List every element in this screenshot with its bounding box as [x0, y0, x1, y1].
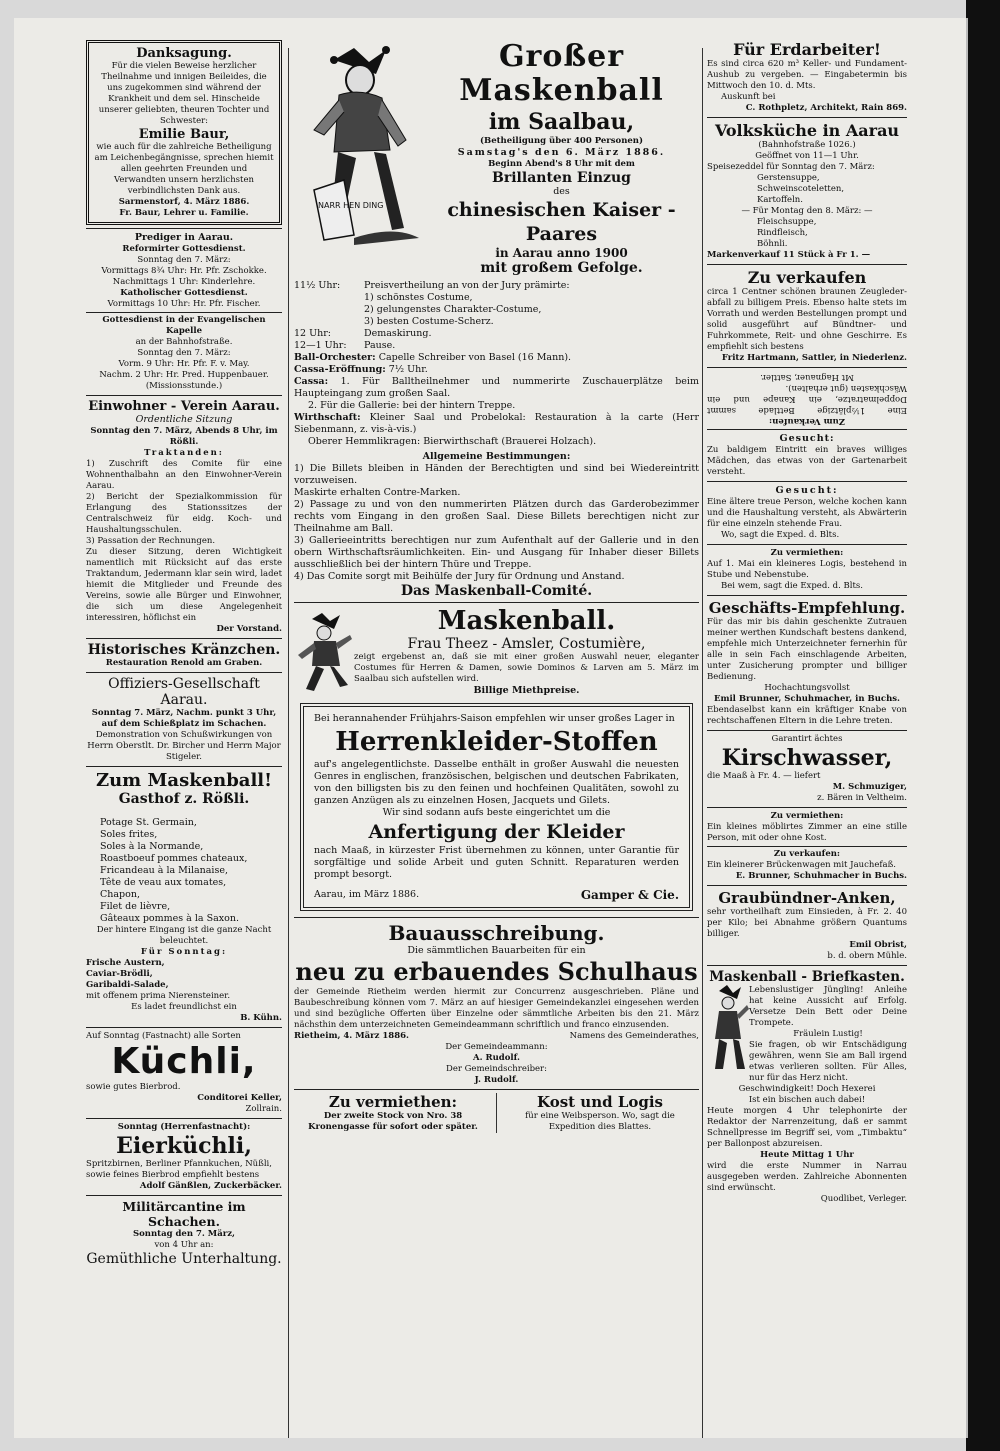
- gamper-ad: [300, 703, 693, 911]
- briefkasten-body2: Sie fragen, ob wir Entschädigung gewähren, wenn Sie am Ball irgend etwas verlieren sollten. Für Alles, nur für das Herz nicht.: [749, 1040, 907, 1083]
- ball-title: Großer Maskenball: [459, 40, 664, 108]
- rule-item: 2) Passage zu und von den nummerirten Plätzen durch das Garderobezimmer rechts vom Eingang in den großen Saal. Diese Billets berechtigen nicht zur Theilnahme am Ball.: [294, 499, 699, 534]
- einwohner-sub: Ordentliche Sitzung: [135, 414, 233, 425]
- prediger-line: Vormittags 8¾ Uhr: Hr. Pfr. Zschokke.: [101, 266, 267, 276]
- bau-body: der Gemeinde Rietheim werden hiermit zur Concurrenz ausgeschrieben. Pläne und Baubeschreibung können vom 7. März an auf hiesiger Gemeindekanzlei eingesehen werden und sind bezügliche Offerten über Einzelne oder sämmtliche Arbeiten bis den 21. März nächsthin dem unterzeichneten Gemeindeammann schriftlich und franco einzusenden.: [294, 987, 699, 1030]
- program-row: [294, 304, 699, 316]
- briefkasten-body: Lebenslustiger Jüngling! Anleihe hat keine Aussicht auf Erfolg. Versetze Dein Bett oder Deine Trompete.: [749, 985, 907, 1028]
- program-text: Demaskirung.: [364, 328, 432, 339]
- prediger-line: Nachmittags 1 Uhr: Kinderlehre.: [112, 277, 256, 287]
- menu-item: Tête de veau aux tomates,: [100, 877, 227, 888]
- wirth-text: Kleiner Saal und Probelokal: Restauration à la carte (Herr Siebenmann, z. vis-à-vis.): [294, 412, 699, 435]
- bau-big: neu zu erbauendes Schulhaus: [295, 957, 698, 986]
- program-row: [294, 280, 699, 292]
- menu-item: Chapon,: [100, 889, 140, 900]
- einwohner-item: 1) Zuschrift des Comite für eine Wohnenthalbahn an den Einwohner-Verein Aarau.: [86, 459, 282, 491]
- program-time: 12—1 Uhr:: [294, 340, 347, 351]
- militaer-big: Gemüthliche Unterhaltung.: [86, 1251, 282, 1267]
- gamper-body2: nach Maaß, in kürzester Frist übernehmen zu können, unter Garantie für sorgfältige und solide Arbeit und guten Schnitt. Reparaturen werden prompt besorgt.: [314, 845, 679, 880]
- roessli-line: Caviar-Brödli,: [86, 969, 153, 979]
- orch-text: Capelle Schreiber von Basel (16 Mann).: [378, 352, 572, 363]
- menu-item: Soles frites,: [100, 829, 158, 840]
- geschaeft-body: Für das mir bis dahin geschenkte Zutrauen meiner werthen Kundschaft bestens dankend, empfehle mich Unterzeichneter fernerhin für alle in sein Fach einschlagende Arbeiten, unter Zusicherung prompter und billiger Bedienung.: [707, 617, 907, 682]
- verkaufen-body: circa 1 Centner schönen braunen Zeugleder-abfall zu billigem Preis. Ebenso halte stets im Vorrath und werden Bestellungen prompt und solid ausgeführt auf Bündtner- und Fuhrkommete, Reit- und ohne Geschirre. Es empfiehlt sich bestens: [707, 287, 907, 352]
- einwohner-date: Sonntag den 7. März, Abends 8 Uhr, im Rößli.: [90, 426, 278, 447]
- prediger-line: an der Bahnhofstraße.: [135, 337, 233, 347]
- graubuendner-signature: Emil Obrist,: [849, 940, 907, 950]
- page-edge: [966, 0, 1000, 1451]
- cassa-label: Cassa:: [294, 376, 329, 387]
- gesucht1-body: Zu baldigem Eintritt ein braves williges Mädchen, das etwas von der Gartenarbeit versteht.: [707, 445, 907, 477]
- geschaeft-signature: Emil Brunner, Schuhmacher, in Buchs.: [713, 694, 900, 704]
- vermiethen2-title: Zu vermiethen:: [770, 811, 844, 821]
- open-label: Cassa-Eröffnung:: [294, 364, 386, 375]
- roessli-line: Frische Austern,: [86, 958, 165, 968]
- verkaufen2-body: Ein kleinerer Brückenwagen mit Jauchefaß.: [707, 860, 896, 870]
- vermiethen1-body: Auf 1. Mai ein kleineres Logis, bestehend in Stube und Nebenstube.: [707, 559, 907, 580]
- cassa-text-2: 2. Für die Gallerie: bei der hintern Treppe.: [308, 400, 516, 411]
- gesucht2-body: Eine ältere treue Person, welche kochen kann und die Haushaltung versteht, als Abwärterin für eine einzeln stehende Frau.: [707, 497, 907, 529]
- militaer-line: von 4 Uhr an:: [154, 1240, 214, 1250]
- column-right: [707, 40, 907, 1205]
- open-text: 7½ Uhr.: [388, 364, 428, 375]
- militaer-line: Sonntag den 7. März,: [132, 1229, 235, 1239]
- gamper-big2: Anfertigung der Kleider: [368, 821, 625, 843]
- bau-namens: Namens des Gemeinderathes,: [569, 1031, 699, 1041]
- menu-item: Filet de lièvre,: [100, 901, 171, 912]
- upside-down-ad: [707, 371, 907, 426]
- program-row: [294, 328, 699, 340]
- danksagung-notice: [86, 40, 282, 225]
- einwohner-item: 2) Bericht der Spezialkommission für Erlangung des Stationssitzes der Centralschweiz für eidg. Koch- und Haushaltungsschulen.: [86, 492, 282, 535]
- prediger-line: Vormittags 10 Uhr: Hr. Pfr. Fischer.: [107, 299, 261, 309]
- kost-title: Kost und Logis: [536, 1093, 663, 1111]
- einwohner-body: Zu dieser Sitzung, deren Wichtigkeit namentlich mit Rücksicht auf das erste Traktandum, Jedermann klar sein wird, ladet hiemit die Mitglieder und Freunde des Vereins, sowie alle Bürger und Einwohner, die sich um diese Angelegenheit interessiren, höflichst ein: [86, 547, 282, 623]
- offiziers-line: Sonntag 7. März, Nachm. punkt 3 Uhr, auf dem Schießplatz im Schachen.: [91, 708, 277, 729]
- roessli-line: mit offenem prima Nierensteiner.: [86, 991, 231, 1001]
- newspaper-page: [14, 18, 968, 1438]
- program-text: 2) gelungenstes Charakter-Costume,: [364, 304, 542, 315]
- kuechli-line: sowie gutes Bierbrod.: [86, 1082, 181, 1092]
- roessli-line: Es ladet freundlichst ein: [131, 1002, 237, 1012]
- menu-item: Roastboeuf pommes chateaux,: [100, 853, 248, 864]
- roessli-menu: [86, 817, 282, 925]
- kost-body: für eine Weibsperson. Wo, sagt die Expedition dies Blattes.: [525, 1111, 675, 1132]
- program-time: [294, 292, 364, 304]
- column-rule: [288, 48, 289, 1438]
- gamper-body: auf's angelegentlichste. Dasselbe enthält in großer Auswahl die neuesten Genres in englischen, französischen, belgischen und deutschen Fabrikaten, von den billigsten bis zu den feinen und hochfeinen Qualitäten, sowohl zu ganzen Anzügen als zu einzelnen Hosen, Jacquets und Gilets.: [314, 759, 679, 806]
- graubuendner-body: sehr vortheilhaft zum Einsieden, à Fr. 2. 40 per Kilo; bei Abnahme größern Quantums billiger.: [707, 907, 907, 939]
- danksagung-body: Für die vielen Beweise herzlicher Theilnahme und innigen Beileides, die uns zugekommen sind während der Krankheit und dem sel. Hinscheide unserer geliebten, theuren Tochter und Schwester:: [98, 61, 270, 126]
- gamper-big: Herrenkleider-Stoffen: [335, 727, 658, 757]
- roessli-title: Zum Maskenball!: [95, 770, 273, 791]
- bau-line: Der Gemeindeammann:: [445, 1042, 548, 1052]
- einwohner-item: 3) Passation der Rechnungen.: [86, 536, 216, 546]
- menu-item: Soles à la Normande,: [100, 841, 204, 852]
- bau-title: Bauausschreibung.: [388, 921, 605, 945]
- ball-signature: Das Maskenball-Comité.: [400, 583, 593, 599]
- ball-line: (Betheiligung über 400 Personen): [480, 136, 643, 146]
- deceased-name: Emilie Baur,: [138, 127, 230, 142]
- roessli-line: Garibaldi-Salade,: [86, 980, 169, 990]
- kirsch-signature: z. Bären in Veltheim.: [817, 793, 907, 803]
- kuechli-signature: Conditorei Keller,: [197, 1093, 282, 1103]
- program-text: 1) schönstes Costume,: [364, 292, 473, 303]
- eierkuechli-big: Eierküchli,: [116, 1133, 252, 1159]
- gamper-date: Aarau, im März 1886.: [314, 889, 420, 900]
- program-time: 12 Uhr:: [294, 328, 331, 339]
- ball-sub: im Saalbau,: [488, 109, 635, 135]
- rule-item: 3) Gallerieeintritts berechtigen nur zum Aufenthalt auf der Gallerie und in den obern Wirthschaftsräumlichkeiten. Ein- und Ausgang für Inhaber dieser Billets ausschließlich bei der hintern Thüre und Treppe.: [294, 535, 699, 570]
- column-center: [294, 40, 699, 1133]
- menu-item: Gâteaux pommes à la Saxon.: [100, 913, 239, 924]
- erdarbeiter-title: Für Erdarbeiter!: [733, 40, 881, 59]
- ball-date: Samstag's den 6. März 1886.: [457, 147, 666, 158]
- roessli-note: Der hintere Eingang ist die ganze Nacht beleuchtet.: [96, 925, 272, 946]
- vermiethen2-body: Ein kleines möblirtes Zimmer an eine stille Person, mit oder ohne Kost.: [707, 822, 907, 843]
- gamper-signature: Gamper & Cie.: [580, 888, 679, 902]
- program-time: 11½ Uhr:: [294, 280, 341, 291]
- roessli-sonntag: Für Sonntag:: [140, 947, 228, 957]
- kuechli-big: Küchli,: [111, 1041, 257, 1082]
- einwohner-signature: Der Vorstand.: [216, 624, 282, 634]
- ball-einzug: Brillanten Einzug: [492, 170, 631, 186]
- column-left: [86, 40, 282, 1267]
- erdarbeiter-body: Es sind circa 620 m³ Keller- und Fundament-Aushub zu vergeben. — Eingabetermin bis Mittwoch den 10. d. Mts.: [707, 59, 907, 91]
- danksagung-body-2: wie auch für die zahlreiche Betheiligung am Leichenbegängnisse, sprechen hiemit allen geehrten Freunden und Verwandten unsern herzlichsten verbindlichsten Dank aus.: [94, 142, 274, 196]
- offiziers-title: Offiziers-Gesellschaft Aarau.: [108, 676, 260, 708]
- jester-illustration: [294, 40, 424, 255]
- ball-kaiser: chinesischen Kaiser - Paares: [447, 199, 676, 245]
- briefkasten-line: Heute Mittag 1 Uhr: [760, 1150, 854, 1160]
- ball-line: in Aarau anno 1900: [495, 246, 628, 260]
- verkaufen2-title: Zu verkaufen:: [773, 849, 841, 859]
- flipped-body: Eine 1½plätzige Bettlade sammt Doppelmatratze, ein Kanape und ein Wäschkasten (gut erhalten).: [707, 383, 907, 415]
- bau-date: Rietheim, 4. März 1886.: [294, 1031, 409, 1041]
- volkskueche-item: Böhnli.: [757, 239, 788, 249]
- prediger-line: Sonntag den 7. März:: [137, 255, 231, 265]
- gamper-mid: Wir sind sodann aufs beste eingerichtet um die: [382, 807, 611, 818]
- historisches-title: Historisches Kränzchen.: [87, 642, 281, 658]
- wirth-text-2: Oberer Hemmlikragen: Bierwirthschaft (Brauerei Holzach).: [308, 436, 597, 447]
- offiziers-line: Demonstration von Schußwirkungen von Herrn Oberstlt. Dr. Bircher und Herrn Major Stigeler.: [87, 730, 281, 762]
- maskenball2-body: zeigt ergebenst an, daß sie mit einer großen Auswahl neuer, eleganter Costumes für Herren & Damen, sowie Dominos & Larven am 5. März im Saalbau sich aufstellen wird.: [354, 652, 699, 684]
- narr-label: NARR HEN DING: [318, 201, 384, 210]
- graubuendner-title: Graubündner-Anken,: [718, 889, 896, 907]
- kirsch-big: Kirschwasser,: [721, 745, 893, 771]
- einwohner-title: Einwohner - Verein Aarau.: [88, 399, 280, 414]
- gesucht2-title: Gesucht:: [775, 485, 839, 496]
- briefkasten-body3: Heute morgen 4 Uhr telephonirte der Redaktor der Narrenzeitung, daß er sammt Schnellpresse im Begriff sei, vom „Timbaktu“ per Ballonpost abzureisen.: [707, 1106, 907, 1149]
- bau-line: Der Gemeindschreiber:: [446, 1064, 547, 1074]
- briefkasten-line: Geschwindigkeit! Doch Hexerei: [738, 1084, 876, 1094]
- volkskueche-item: Schweinscoteletten,: [757, 184, 845, 194]
- bau-signature: J. Rudolf.: [474, 1075, 519, 1085]
- briefkasten-line: Ist ein bischen auch dabei!: [748, 1095, 866, 1105]
- prediger-sub-katholisch: Katholischer Gottesdienst.: [120, 288, 248, 298]
- prediger-line: (Missionsstunde.): [145, 381, 223, 391]
- rule-item: 4) Das Comite sorgt mit Beihülfe der Jury für Ordnung und Anstand.: [294, 571, 625, 582]
- einwohner-traktanden: Traktanden:: [144, 448, 224, 458]
- gesucht2-line: Wo, sagt die Exped. d. Blts.: [721, 530, 840, 540]
- erdarbeiter-line: Auskunft bei: [721, 92, 776, 102]
- vermiethen-body: Der zweite Stock von Nro. 38 Kronengasse für sofort oder später.: [308, 1111, 478, 1132]
- ball-program: [294, 280, 699, 352]
- kirsch-signature: M. Schmuziger,: [832, 782, 907, 792]
- briefkasten-title: Maskenball - Briefkasten.: [709, 969, 905, 985]
- prediger-line: Nachm. 2 Uhr: Hr. Pred. Huppenbauer.: [99, 370, 269, 380]
- kuechli-signature: Zollrain.: [245, 1104, 282, 1114]
- prediger-title: Prediger in Aarau.: [134, 232, 234, 243]
- volkskueche-item: Gerstensuppe,: [757, 173, 820, 183]
- wirth-label: Wirthschaft:: [294, 412, 361, 423]
- gamper-intro: Bei herannahender Frühjahrs-Saison empfehlen wir unser großes Lager in: [314, 713, 675, 724]
- vermiethen-title: Zu vermiethen:: [328, 1093, 458, 1111]
- bau-line: Die sämmtlichen Bauarbeiten für ein: [407, 945, 586, 956]
- volkskueche-line: Markenverkauf 11 Stück à Fr 1. —: [707, 250, 871, 260]
- ball-rules: [294, 463, 699, 583]
- verkaufen2-signature: E. Brunner, Schuhmacher in Buchs.: [735, 871, 907, 881]
- maskenball2-name: Frau Theez - Amsler, Costumière,: [407, 636, 646, 652]
- jester-small-illustration: [294, 611, 354, 693]
- program-time: [294, 316, 364, 328]
- rule-item: Maskirte erhalten Contre-Marken.: [294, 487, 461, 498]
- ball-line: Beginn Abend's 8 Uhr mit dem: [488, 159, 635, 169]
- flipped-signature: Mt Hagnauer, Sattler.: [760, 372, 854, 382]
- volkskueche-item: Rindfleisch,: [757, 228, 808, 238]
- kuechli-line: Auf Sonntag (Fastnacht) alle Sorten: [86, 1031, 241, 1041]
- menu-item: Fricandeau à la Milanaise,: [100, 865, 228, 876]
- allg-title: Allgemeine Bestimmungen:: [422, 451, 571, 462]
- program-text: Preisvertheilung an von der Jury prämirte:: [364, 280, 570, 291]
- program-row: [294, 340, 699, 352]
- briefkasten-body4: wird die erste Nummer in Narrau ausgegeben werden. Zahlreiche Abonnenten sind erwünscht.: [707, 1161, 907, 1193]
- bau-signature: A. Rudolf.: [473, 1053, 520, 1063]
- eierkuechli-signature: Adolf Gänßlen, Zuckerbäcker.: [139, 1181, 282, 1191]
- prediger-line: Sonntag den 7. März:: [137, 348, 231, 358]
- menu-item: Potage St. Germain,: [100, 817, 197, 828]
- volkskueche-menu: [707, 217, 907, 250]
- program-text: Pause.: [364, 340, 396, 351]
- volkskueche-line: Speisezeddel für Sonntag den 7. März:: [707, 162, 875, 172]
- prediger-sub-reformiert: Reformirter Gottesdienst.: [122, 244, 246, 254]
- kirsch-line: die Maaß à Fr. 4. — liefert: [707, 771, 821, 781]
- briefkasten-signature: Quodlibet, Verleger.: [820, 1194, 907, 1204]
- prediger-sub-evangelisch: Gottesdienst in der Evangelischen Kapelle: [102, 315, 266, 336]
- volkskueche-item: Fleischsuppe,: [757, 217, 817, 227]
- maskenball2-title: Maskenball.: [437, 606, 616, 636]
- rule-item: 1) Die Billets bleiben in Händen der Berechtigten und sind bei Wiedereintritt vorzuweisen.: [294, 463, 699, 486]
- militaer-title: Militärcantine im Schachen.: [122, 1199, 246, 1229]
- eierkuechli-line: Spritzbirnen, Berliner Pfannkuchen, Nüßli, sowie feines Bierbrod empfiehlt bestens: [86, 1159, 272, 1180]
- program-row: [294, 292, 699, 304]
- vermiethen1-line: Bei wem, sagt die Exped. d. Blts.: [721, 581, 863, 591]
- volkskueche-menu: [707, 173, 907, 206]
- verkaufen-title: Zu verkaufen: [747, 268, 867, 287]
- briefkasten-line: Fräulein Lustig!: [793, 1029, 863, 1039]
- cassa-text: 1. Für Balltheilnehmer und nummerirte Zuschauerplätze beim Haupteingang zum großen Saal.: [294, 376, 699, 399]
- graubuendner-signature: b. d. obern Mühle.: [827, 951, 907, 961]
- danksagung-title: Danksagung.: [136, 46, 232, 61]
- program-row: [294, 316, 699, 328]
- orch-label: Ball-Orchester:: [294, 352, 376, 363]
- roessli-sub: Gasthof z. Rößli.: [118, 791, 250, 807]
- eierkuechli-line: Sonntag (Herrenfastnacht):: [117, 1122, 251, 1132]
- column-rule: [702, 48, 703, 1438]
- ball-line: mit großem Gefolge.: [480, 260, 643, 276]
- volkskueche-item: Kartoffeln.: [757, 195, 803, 205]
- erdarbeiter-signature: C. Rothpletz, Architekt, Rain 869.: [745, 103, 907, 113]
- historisches-sub: Restauration Renold am Graben.: [105, 658, 263, 668]
- geschaeft-title: Geschäfts-Empfehlung.: [708, 599, 906, 617]
- danksagung-place-date: Sarmenstorf, 4. März 1886.: [118, 197, 250, 207]
- volkskueche-line: Geöffnet von 11—1 Uhr.: [755, 151, 859, 161]
- ball-line: des: [553, 186, 570, 197]
- geschaeft-body2: Ebendaselbst kann ein kräftiger Knabe von rechtschaffenen Eltern in die Lehre treten.: [707, 705, 907, 726]
- roessli-signature: B. Kühn.: [240, 1013, 282, 1023]
- vermiethen1-title: Zu vermiethen:: [770, 548, 844, 558]
- geschaeft-line: Hochachtungsvollst: [764, 683, 850, 693]
- danksagung-signature: Fr. Baur, Lehrer u. Familie.: [119, 208, 249, 218]
- jester-trumpet-illustration: [707, 985, 749, 1073]
- program-text: 3) besten Costume-Scherz.: [364, 316, 494, 327]
- maskenball2-price: Billige Miethpreise.: [473, 685, 580, 696]
- volkskueche-line: — Für Montag den 8. März: —: [741, 206, 873, 216]
- flipped-title: Zum Verkaufen:: [769, 416, 845, 426]
- prediger-line: Vorm. 9 Uhr: Hr. Pfr. F. v. May.: [118, 359, 250, 369]
- gesucht1-title: Gesucht:: [779, 433, 835, 444]
- program-time: [294, 304, 364, 316]
- volkskueche-title: Volksküche in Aarau: [714, 121, 900, 140]
- kirsch-line: Garantirt ächtes: [771, 734, 843, 744]
- volkskueche-line: (Bahnhofstraße 1026.): [758, 140, 856, 150]
- verkaufen-signature: Fritz Hartmann, Sattler, in Niederlenz.: [721, 353, 907, 363]
